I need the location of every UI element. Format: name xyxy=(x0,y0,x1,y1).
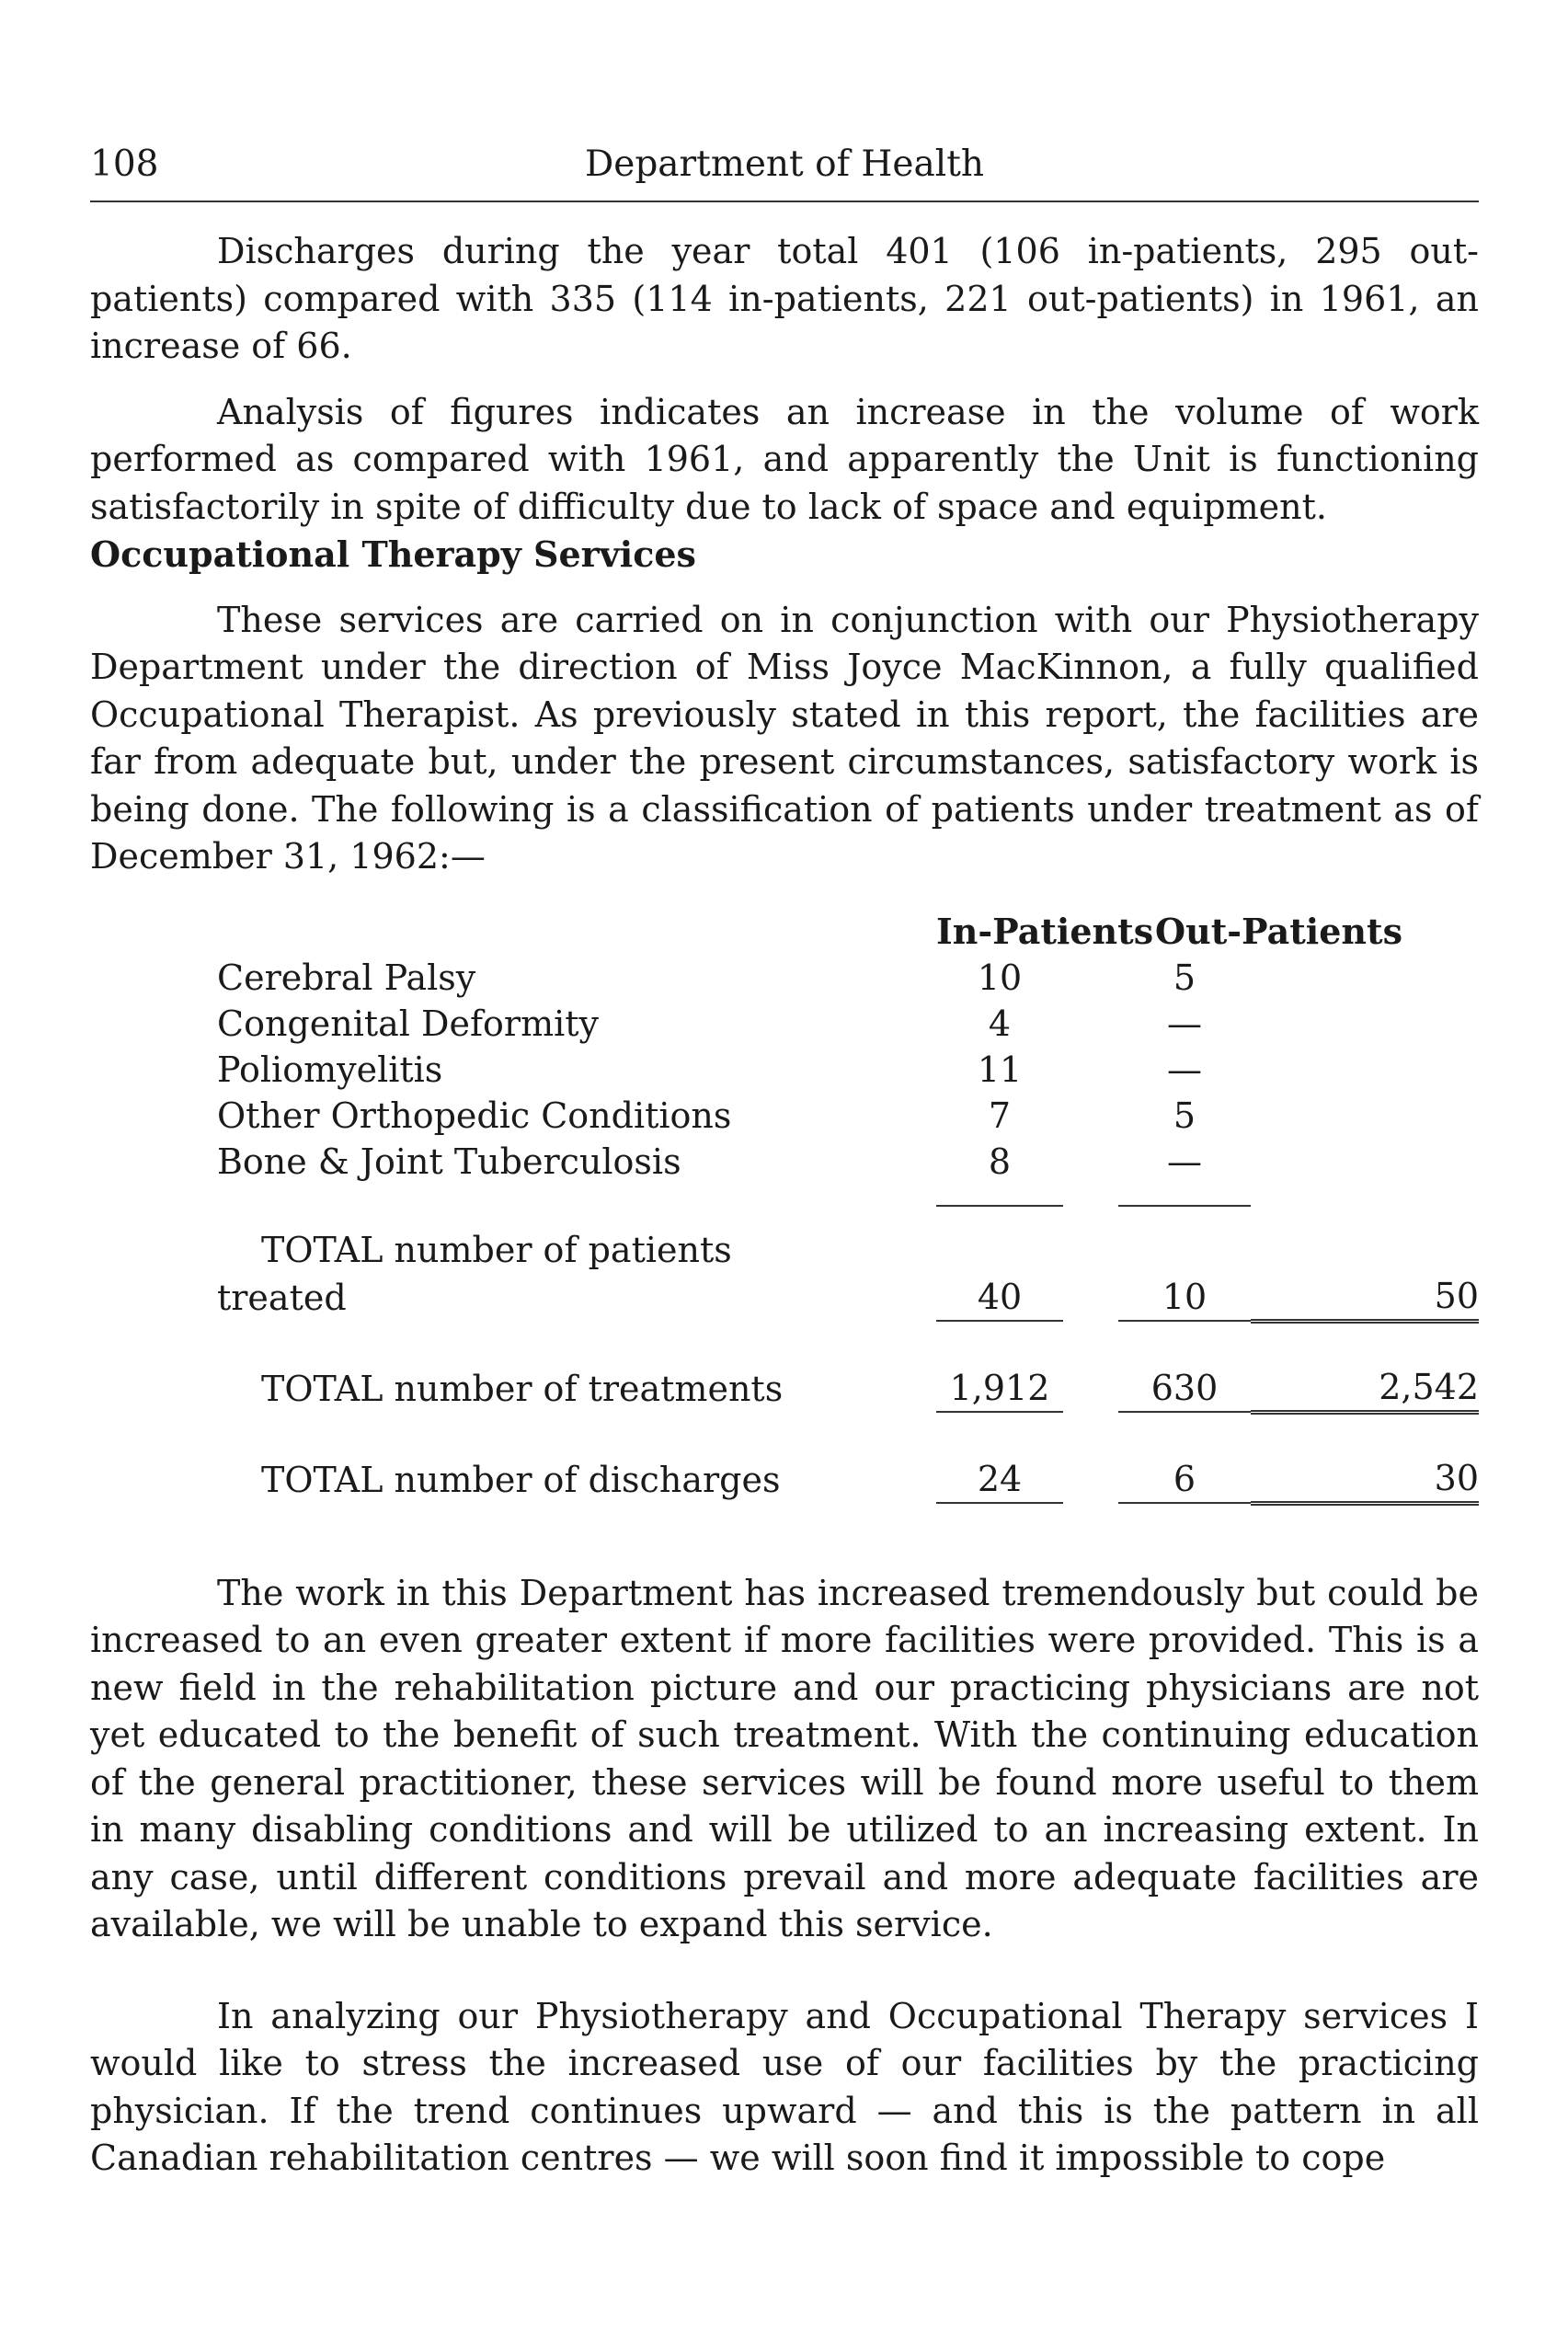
total-patients-row xyxy=(90,1227,1479,1273)
spacer-row xyxy=(90,1344,1479,1364)
total-discharges-row xyxy=(90,1455,1479,1504)
paragraph-services: These services are carried on in conjunction with our Physiotherapy Department under the direction of Miss Joyce MacKinnon, a fully qualified Occupational Therapist. As previously stated in this report, the facilities are far from adequate but, under the present circumstances, satisfactory work is being done. The following is a classification of patients under treatment as of December 31, 1962:— xyxy=(90,599,1479,877)
total-discharges-outpatients: 6 xyxy=(1173,1459,1196,1499)
subtotal-rule-row xyxy=(90,1206,1479,1227)
header-outpatients: Out-Patients xyxy=(1155,910,1402,952)
running-title: Department of Health xyxy=(584,143,985,185)
page-body xyxy=(90,228,1479,2183)
row-label: Other Orthopedic Conditions xyxy=(217,1095,732,1136)
row-outpatients: 5 xyxy=(1173,1095,1196,1136)
row-label: Poliomyelitis xyxy=(217,1049,443,1090)
row-label: Bone & Joint Tuberculosis xyxy=(217,1141,681,1182)
total-treatments-row xyxy=(90,1364,1479,1413)
total-discharges-inpatients: 24 xyxy=(977,1459,1023,1499)
total-patients-label-1: TOTAL number of patients xyxy=(261,1229,732,1270)
total-discharges-rule-row xyxy=(90,1503,1479,1526)
total-patients-grand: 50 xyxy=(1434,1275,1479,1316)
total-treatments-grand: 2,542 xyxy=(1379,1366,1479,1407)
table-row xyxy=(90,1093,1479,1139)
table-row xyxy=(90,955,1479,1001)
total-patients-values-row xyxy=(90,1273,1479,1322)
row-inpatients: 7 xyxy=(988,1095,1012,1136)
table-header-row xyxy=(90,909,1479,955)
table-row xyxy=(90,1047,1479,1093)
row-inpatients: 4 xyxy=(988,1003,1012,1044)
section-heading: Occupational Therapy Services xyxy=(90,533,696,575)
header-rule xyxy=(90,201,1479,202)
row-inpatients: 8 xyxy=(988,1141,1012,1182)
paragraph-analyzing: In analyzing our Physiotherapy and Occupational Therapy services I would like to stress the increased use of our facilities by the practicing physician. If the trend continues upward — and this is the pattern in all Canadian rehabilitation centres — we will soon find it impossible to cope xyxy=(90,1995,1479,2178)
spacer-row xyxy=(90,1435,1479,1455)
spacer-row xyxy=(90,1185,1479,1206)
row-inpatients: 10 xyxy=(977,957,1023,998)
row-outpatients: 5 xyxy=(1173,957,1196,998)
page-number: 108 xyxy=(90,143,159,185)
table-row xyxy=(90,1139,1479,1185)
total-treatments-label: TOTAL number of treatments xyxy=(261,1369,784,1409)
paragraph-department-work: The work in this Department has increased tremendously but could be increased to an even greater extent if more facilities were provided. This is a new field in the rehabilitation picture and our practicing physicians are not yet educated to the benefit of such treatment. With the continuing education of the general practitioner, these services will be found more useful to them in many disabling conditions and will be utilized to an increasing extent. In any case, until different conditions prevail and more adequate facilities are available, we will be unable to expand this service. xyxy=(90,1572,1479,1944)
row-label: Congenital Deformity xyxy=(217,1003,600,1044)
row-outpatients: — xyxy=(1167,1141,1202,1182)
total-patients-label-2: treated xyxy=(217,1278,347,1318)
page-header xyxy=(90,143,1479,195)
header-inpatients: In-Patients xyxy=(936,910,1154,952)
paragraph-analysis: Analysis of figures indicates an increase in the volume of work performed as compared with 1961, and apparently the Unit is functioning satisfactorily in spite of difficulty due to lack of space and equipment. xyxy=(90,391,1479,527)
total-treatments-outpatients: 630 xyxy=(1150,1368,1219,1408)
row-outpatients: — xyxy=(1167,1003,1202,1044)
total-treatments-rule-row xyxy=(90,1412,1479,1435)
table-row xyxy=(90,1001,1479,1047)
row-inpatients: 11 xyxy=(977,1049,1023,1090)
row-outpatients: — xyxy=(1167,1049,1202,1090)
total-patients-inpatients: 40 xyxy=(977,1277,1023,1317)
total-patients-rule-row xyxy=(90,1321,1479,1344)
total-treatments-inpatients: 1,912 xyxy=(949,1368,1050,1408)
patient-classification-table xyxy=(90,909,1479,1526)
total-patients-outpatients: 10 xyxy=(1162,1277,1207,1317)
total-discharges-grand: 30 xyxy=(1434,1457,1479,1498)
total-discharges-label: TOTAL number of discharges xyxy=(261,1460,781,1500)
paragraph-discharges: Discharges during the year total 401 (106 in-patients, 295 out-patients) compared with 335 (114 in-patients, 221 out-patients) in 1961, an increase of 66. xyxy=(90,231,1479,366)
row-label: Cerebral Palsy xyxy=(217,957,476,998)
